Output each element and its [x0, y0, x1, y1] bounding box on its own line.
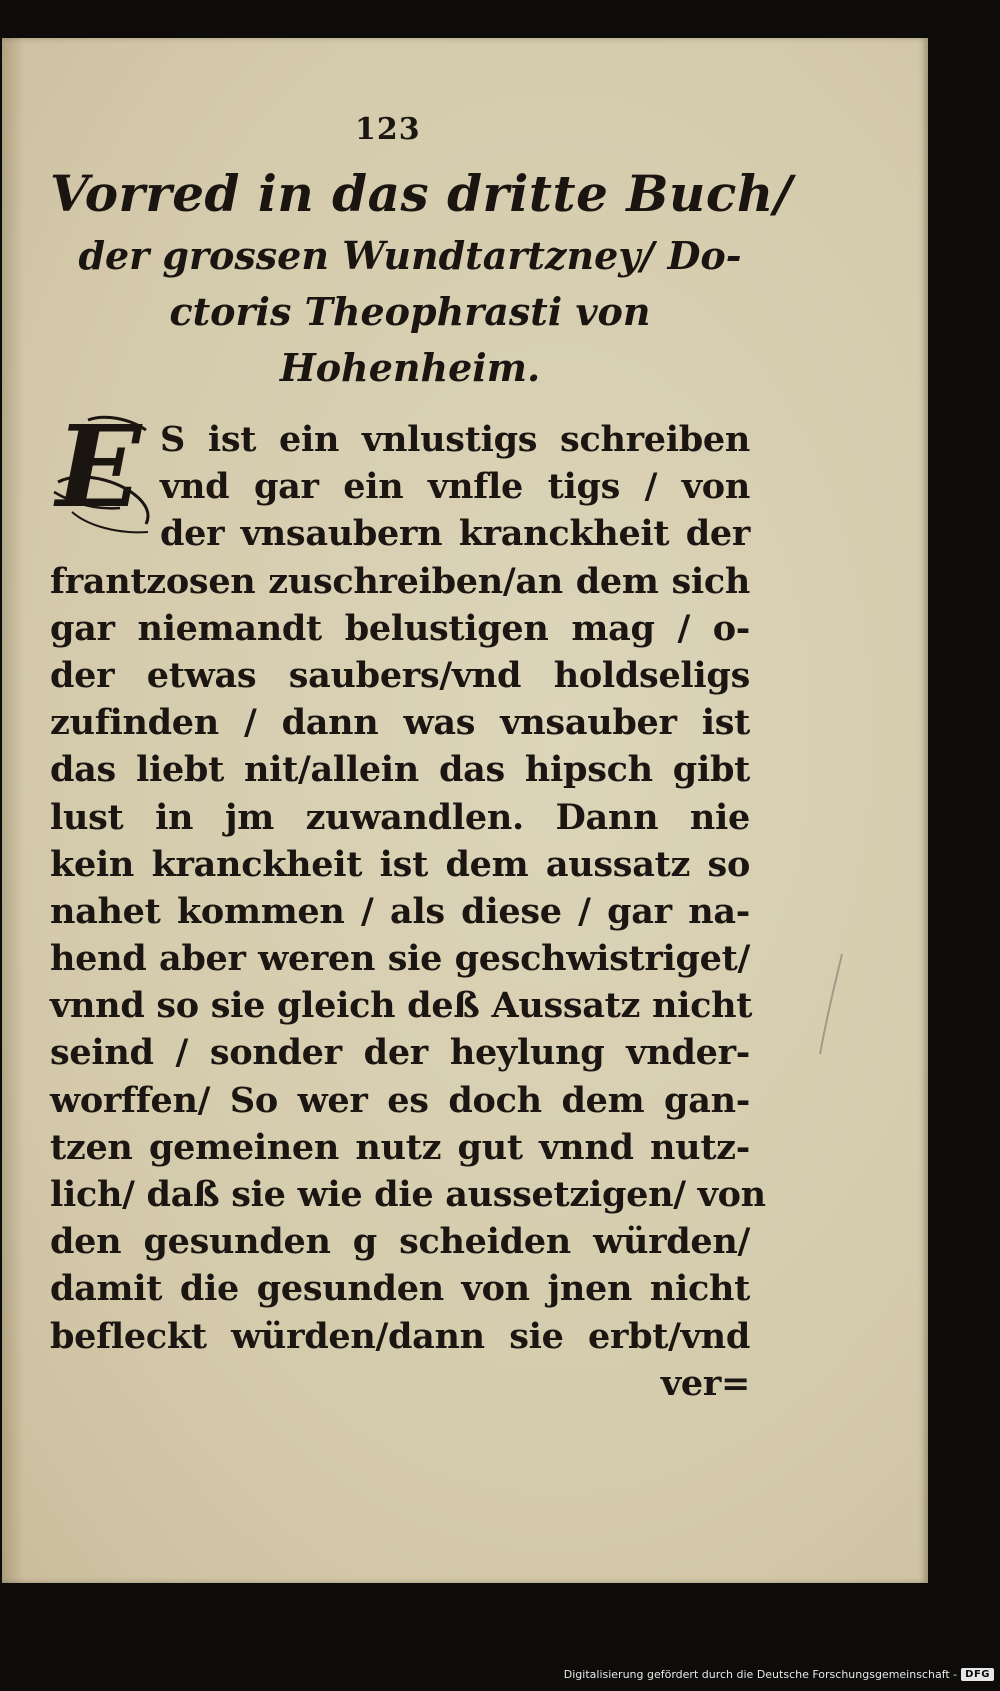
heading-line: der grossen Wundtartzney/ Do- — [78, 233, 742, 278]
text-line: seind / sonder der heylung vnder- — [50, 1032, 750, 1074]
text-line: gar niemandt belustigen mag / o- — [50, 607, 750, 649]
text-line: kein kranckheit ist dem aussatz so — [50, 843, 750, 885]
digitization-credit — [564, 1663, 994, 1685]
text-line: lust in jm zuwandlen. Dann nie — [50, 796, 750, 838]
dfg-logo: DFG — [961, 1668, 994, 1681]
text-line: nahet kommen / als diese / gar na- — [50, 890, 750, 932]
heading-line: ctoris Theophrasti von — [169, 289, 651, 334]
text-line: vnd gar ein vnfle tigs / von — [160, 466, 750, 508]
text-line: damit die gesunden von jnen nicht — [50, 1268, 750, 1310]
text-line: worffen/ So wer es doch dem gan- — [50, 1079, 750, 1121]
text-line: lich/ daß sie wie die aussetzigen/ von — [50, 1174, 766, 1215]
pencil-mark-icon — [812, 950, 852, 1060]
text-line: hend aber weren sie geschwistriget/ — [50, 938, 750, 980]
text-line: das liebt nit/allein das hipsch gibt — [50, 749, 750, 791]
catchword: ver= — [660, 1362, 750, 1404]
heading-line: Vorred in das dritte Buch/ — [50, 164, 793, 223]
text-line: tzen gemeinen nutz gut vnnd nutz- — [50, 1126, 750, 1168]
initial-letter: E — [56, 402, 142, 533]
text-line: der etwas saubers/vnd holdseligs — [50, 654, 750, 696]
text-line: S ist ein vnlustigs schreiben — [160, 419, 750, 460]
heading-line: Hohenheim. — [279, 345, 541, 390]
text-line: den gesunden g scheiden würden/ — [50, 1221, 750, 1263]
text-line: vnnd so sie gleich deß Aussatz nicht — [50, 985, 753, 1027]
page-number: 123 — [355, 112, 421, 147]
credit-text: Digitalisierung gefördert durch die Deutsche Forschungsgemeinschaft - — [563, 1667, 958, 1681]
text-line: der vnsaubern kranckheit der — [160, 513, 750, 555]
text-line: zufinden / dann was vnsauber ist — [50, 702, 750, 744]
body-text — [50, 416, 766, 1407]
text-line: frantzosen zuschreiben/an dem sich — [50, 560, 750, 602]
text-line: befleckt würden/dann sie erbt/vnd — [50, 1315, 750, 1357]
chapter-heading — [50, 160, 793, 396]
